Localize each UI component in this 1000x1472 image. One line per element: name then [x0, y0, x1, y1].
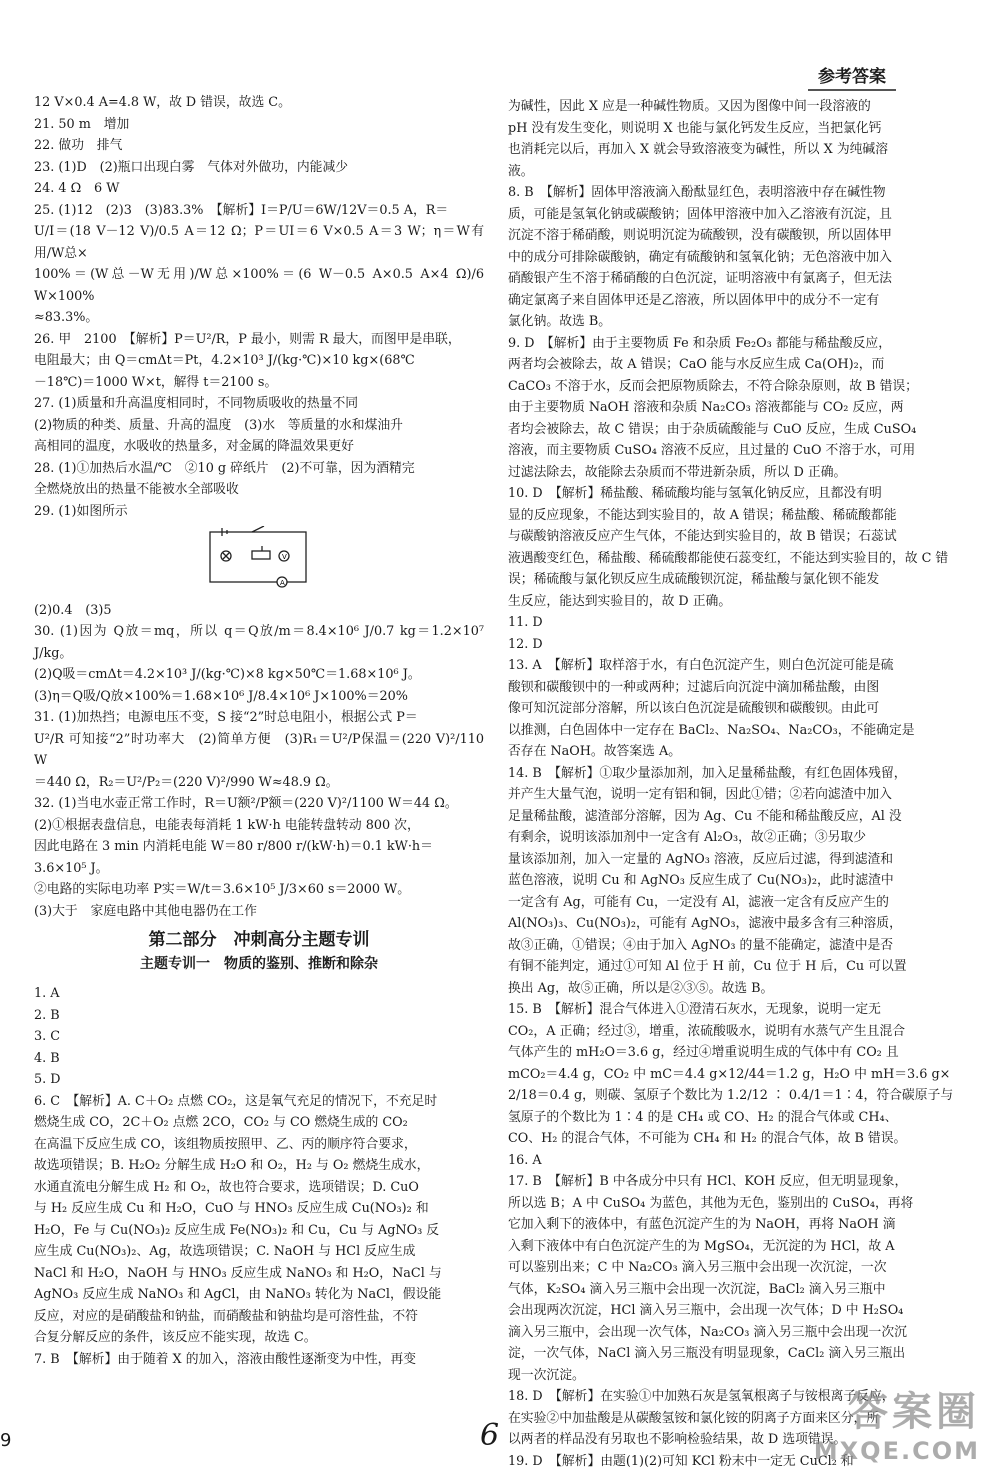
answer-line: mCO₂＝4.4 g，CO₂ 中 mC＝4.4 g×12/44＝1.2 g，H₂O 中 mH＝3.6 g×: [508, 1064, 958, 1086]
answer-line: CO、H₂ 的混合气体，不可能为 CH₄ 和 H₂ 的混合气体，故 B 错误。: [508, 1128, 958, 1150]
answer-line: 滴入另三瓶中，会出现一次气体，Na₂CO₃ 滴入另三瓶中会出现一次沉: [508, 1322, 958, 1344]
answer-line: 31. (1)加热挡；电源电压不变，S 接“2”时总电阻小，根据公式 P＝: [34, 707, 484, 729]
answer-line: 溶液，而主要物质 CuSO₄ 溶液不反应，且过量的 CuO 不溶于水，可用: [508, 440, 958, 462]
header-badge: 参考答案: [808, 60, 896, 91]
left-block-b: [34, 600, 484, 923]
left-column: [34, 92, 484, 1370]
part-title: 第二部分 冲刺高分主题专训: [34, 930, 484, 952]
answer-line: 它加入剩下的液体中，有蓝色沉淀产生的为 NaOH，再将 NaOH 滴: [508, 1214, 958, 1236]
answer-line: 像可知沉淀部分溶解，所以该白色沉淀是硫酸钡和碳酸钡。由此可: [508, 698, 958, 720]
answer-line: －18℃)＝1000 W×t，解得 t＝2100 s。: [34, 372, 484, 394]
answer-line: 高相同的温度，水吸收的热量多，对金属的降温效果更好: [34, 436, 484, 458]
answer-line: 2. B: [34, 1005, 484, 1027]
svg-text:A: A: [280, 579, 285, 587]
answer-line: 12 V×0.4 A=4.8 W，故 D 错误，故选 C。: [34, 92, 484, 114]
answer-line: 应生成 Cu(NO₃)₂、Ag，故选项错误；C. NaOH 与 HCl 反应生成: [34, 1241, 484, 1263]
answer-line: 生反应，能达到实验目的，故 D 正确。: [508, 591, 958, 613]
answer-line: 7. B 【解析】由于随着 X 的加入，溶液由酸性逐渐变为中性，再变: [34, 1349, 484, 1371]
answer-line: 所以选 B；A 中 CuSO₄ 为蓝色，其他为无色，鉴别出的 CuSO₄，再将: [508, 1193, 958, 1215]
answer-line: ＝440 Ω，R₂＝U²/P₂＝(220 V)²/990 W≈48.9 Ω。: [34, 772, 484, 794]
answer-line: 4. B: [34, 1048, 484, 1070]
answer-line: 16. A: [508, 1150, 958, 1172]
answer-line: U/I＝(18 V－12 V)/0.5 A＝12 Ω；P＝UI＝6 V×0.5 A＝3 W；η＝W有用/W总×: [34, 221, 484, 264]
answer-line: 确定氯离子来自固体甲还是乙溶液，所以固体甲中的成分不一定有: [508, 290, 958, 312]
answer-line: 量该添加剂，加入一定量的 AgNO₃ 溶液，反应后过滤，得到滤渣和: [508, 849, 958, 871]
answer-line: 液遇酸变红色，稀盐酸、稀硫酸都能使石蕊变红，不能达到实验目的，故 C 错: [508, 548, 958, 570]
answer-line: 沉淀不溶于稀硝酸，则说明沉淀为硫酸钡，没有碳酸钡，所以固体甲: [508, 225, 958, 247]
circuit-diagram: [204, 526, 314, 588]
answer-line: 有剩余，说明该添加剂中一定含有 Al₂O₃，故②正确；③另取少: [508, 827, 958, 849]
answer-line: 30. (1)因为 Q放＝mq，所以 q＝Q放/m＝8.4×10⁶ J/0.7 kg＝1.2×10⁷ J/kg。: [34, 621, 484, 664]
answer-line: 8. B 【解析】固体甲溶液滴入酚酞显红色，表明溶液中存在碱性物: [508, 182, 958, 204]
answer-line: 故③正确，①错误；④由于加入 AgNO₃ 的量不能确定，滤渣中是否: [508, 935, 958, 957]
watermark-logo: 答案圈: [814, 1380, 980, 1437]
answer-line: 有铜不能判定，通过①可知 Al 位于 H 前，Cu 位于 H 后，Cu 可以置: [508, 956, 958, 978]
answer-line: (3)大于 家庭电路中其他电器仍在工作: [34, 901, 484, 923]
answer-line: ≈83.3%。: [34, 307, 484, 329]
answer-line: 14. B 【解析】①取少量添加剂，加入足量稀盐酸，有红色固体残留，: [508, 763, 958, 785]
answer-line: 足量稀盐酸，滤渣部分溶解，因为 Ag、Cu 不能和稀盐酸反应，Al 没: [508, 806, 958, 828]
answer-line: 10. D 【解析】稀盐酸、稀硫酸均能与氢氧化钠反应，且都没有明: [508, 483, 958, 505]
answer-line: 过滤法除去，故能除去杂质而不带进新杂质，所以 D 正确。: [508, 462, 958, 484]
answer-line: 电阻最大；由 Q＝cmΔt＝Pt，4.2×10³ J/(kg·℃)×10 kg×(68℃: [34, 350, 484, 372]
answer-line: 否存在 NaOH。故答案选 A。: [508, 741, 958, 763]
answer-line: 以推测，白色固体中一定存在 BaCl₂、Na₂SO₄、Na₂CO₃，不能确定是: [508, 720, 958, 742]
answer-line: 者均会被除去，故 C 错误；由于杂质硫酸能与 CuO 反应，生成 CuSO₄: [508, 419, 958, 441]
answer-line: 28. (1)①加热后水温/℃ ②10 g 碎纸片 (2)不可靠，因为酒精完: [34, 458, 484, 480]
answer-line: 22. 做功 排气: [34, 135, 484, 157]
answer-line: ②电路的实际电功率 P实＝W/t＝3.6×10⁵ J/3×60 s＝2000 W。: [34, 879, 484, 901]
answer-line: 12. D: [508, 634, 958, 656]
answer-line: 故选项错误；B. H₂O₂ 分解生成 H₂O 和 O₂，H₂ 与 O₂ 燃烧生成水，: [34, 1155, 484, 1177]
answer-line: (3)η＝Q吸/Q放×100%＝1.68×10⁶ J/8.4×10⁶ J×100%＝20%: [34, 686, 484, 708]
answer-line: 27. (1)质量和升高温度相同时，不同物质吸收的热量不同: [34, 393, 484, 415]
answer-line: 18. D 【解析】在实验①中加熟石灰是氢氧根离子与铵根离子反应，: [508, 1386, 958, 1408]
answer-line: 在高温下反应生成 CO，该组物质按照甲、乙、丙的顺序符合要求，: [34, 1134, 484, 1156]
answer-line: 误；稀硫酸与氯化钡反应生成硫酸钡沉淀，稀盐酸与氯化钡不能发: [508, 569, 958, 591]
answer-line: 全燃烧放出的热量不能被水全部吸收: [34, 479, 484, 501]
answer-line: 显的反应现象，不能达到实验目的，故 A 错误；稀盐酸、稀硫酸都能: [508, 505, 958, 527]
right-column: [508, 96, 958, 1472]
page-number: 9: [0, 1430, 11, 1451]
answer-line: 100%＝(W总－W无用)/W总×100%＝(6 W－0.5 A×0.5 A×4 Ω)/6 W×100%: [34, 264, 484, 307]
answer-line: 9. D 【解析】由于主要物质 Fe 和杂质 Fe₂O₃ 都能与稀盐酸反应，: [508, 333, 958, 355]
answer-line: 换出 Ag，故⑤正确，所以是②③⑤。故选 B。: [508, 978, 958, 1000]
sub-title: 主题专训一 物质的鉴别、推断和除杂: [34, 954, 484, 976]
answer-line: 13. A 【解析】取样溶于水，有白色沉淀产生，则白色沉淀可能是硫: [508, 655, 958, 677]
answer-line: 26. 甲 2100 【解析】P＝U²/R，P 最小，则需 R 最大，而图甲是串联，: [34, 329, 484, 351]
answer-line: 6. C 【解析】A. C＋O₂ 点燃 CO₂，这是氧气充足的情况下，不充足时: [34, 1091, 484, 1113]
answer-line: 硝酸银产生不溶于稀硝酸的白色沉淀，证明溶液中有氯离子，但无法: [508, 268, 958, 290]
answer-line: 合复分解反应的条件，该反应不能实现，故选 C。: [34, 1327, 484, 1349]
answer-line: 氢原子的个数比为 1∶4 的是 CH₄ 或 CO、H₂ 的混合气体或 CH₄、: [508, 1107, 958, 1129]
answer-line: (2)0.4 (3)5: [34, 600, 484, 622]
answer-line: 17. B 【解析】B 中各成分中只有 HCl、KOH 反应，但无明显现象，: [508, 1171, 958, 1193]
answer-line: 会出现两次沉淀，HCl 滴入另三瓶中，会出现一次气体；D 中 H₂SO₄: [508, 1300, 958, 1322]
answer-line: CaCO₃ 不溶于水，反而会把原物质除去，不符合除杂原则，故 B 错误；: [508, 376, 958, 398]
answer-line: 两者均会被除去，故 A 错误；CaO 能与水反应生成 Ca(OH)₂，而: [508, 354, 958, 376]
answer-line: AgNO₃ 反应生成 NaNO₃ 和 AgCl，由 NaNO₃ 转化为 NaCl，假设能: [34, 1284, 484, 1306]
answer-line: 入剩下液体中有白色沉淀产生的为 MgSO₄，无沉淀的为 HCl，故 A: [508, 1236, 958, 1258]
answer-line: 以两者的样品没有另取也不影响检验结果，故 D 选项错误。: [508, 1429, 958, 1451]
answer-line: 在实验②中加盐酸是从碳酸氢铵和氯化铵的阴离子方面来区分，所: [508, 1408, 958, 1430]
answer-line: 1. A: [34, 983, 484, 1005]
answer-line: 蓝色溶液，说明 Cu 和 AgNO₃ 反应生成了 Cu(NO₃)₂，此时滤渣中: [508, 870, 958, 892]
watermark-url: MXQE.COM: [814, 1437, 980, 1465]
answer-line: 氯化钠。故选 B。: [508, 311, 958, 333]
answer-line: 29. (1)如图所示: [34, 501, 484, 523]
answer-line: 与碳酸钠溶液反应产生气体，不能达到实验目的，故 B 错误；石蕊试: [508, 526, 958, 548]
left-block-a: [34, 92, 484, 522]
answer-line: 燃烧生成 CO，2C＋O₂ 点燃 2CO，CO₂ 与 CO 燃烧生成的 CO₂: [34, 1112, 484, 1134]
answer-line: 2/18＝0.4 g，则碳、氢原子个数比为 1.2/12 ∶ 0.4/1＝1∶4，符合碳原子与: [508, 1085, 958, 1107]
svg-text:V: V: [282, 553, 287, 561]
answer-line: U²/R 可知接“2”时功率大 (2)简单方便 (3)R₁＝U²/P保温＝(220 V)²/110 W: [34, 729, 484, 772]
answer-line: 因此电路在 3 min 内消耗电能 W＝80 r/800 r/(kW·h)＝0.1 kW·h＝: [34, 836, 484, 858]
answer-line: pH 没有发生变化，则说明 X 也能与氯化钙发生反应，当把氯化钙: [508, 118, 958, 140]
answer-line: 19. D 【解析】由题(1)(2)可知 KCl 粉末中一定无 CuCl₂ 和: [508, 1451, 958, 1472]
answer-line: 反应，对应的是硝酸盐和钠盐，而硝酸盐和钠盐均是可溶性盐，不符: [34, 1306, 484, 1328]
answer-line: 酸钡和碳酸钡中的一种或两种；过滤后向沉淀中滴加稀盐酸，由图: [508, 677, 958, 699]
answer-line: 现一次沉淀。: [508, 1365, 958, 1387]
answer-line: 3.6×10⁵ J。: [34, 858, 484, 880]
answer-line: 由于主要物质 NaOH 溶液和杂质 Na₂CO₃ 溶液都能与 CO₂ 反应，两: [508, 397, 958, 419]
answer-line: 气体，K₂SO₄ 滴入另三瓶中会出现一次沉淀，BaCl₂ 滴入另三瓶中: [508, 1279, 958, 1301]
answer-line: 并产生大量气泡，说明一定有铝和铜，因此①错；②若向滤渣中加入: [508, 784, 958, 806]
answer-line: Al(NO₃)₃、Cu(NO₃)₂，可能有 AgNO₃，滤液中最多含有三种溶质，: [508, 913, 958, 935]
handwritten-number: 6: [480, 1418, 499, 1453]
answer-line: 32. (1)当电水壶正常工作时，R＝U额²/P额＝(220 V)²/1100 W＝44 Ω。: [34, 793, 484, 815]
answer-line: 中的成分可排除碳酸钠，确定有硫酸钠和氢氧化钠；无色溶液中加入: [508, 247, 958, 269]
answer-line: (2)①根据表盘信息，电能表每消耗 1 kW·h 电能转盘转动 800 次，: [34, 815, 484, 837]
answer-line: 11. D: [508, 612, 958, 634]
answer-line: 也消耗完以后，再加入 X 就会导致溶液变为碱性，所以 X 为纯碱溶: [508, 139, 958, 161]
answer-line: NaCl 和 H₂O，NaOH 与 HNO₃ 反应生成 NaNO₃ 和 H₂O，NaCl 与: [34, 1263, 484, 1285]
answer-line: H₂O，Fe 与 Cu(NO₃)₂ 反应生成 Fe(NO₃)₂ 和 Cu，Cu 与 AgNO₃ 反: [34, 1220, 484, 1242]
answer-line: 气体产生的 mH₂O＝3.6 g，经过④增重说明生成的气体中有 CO₂ 且: [508, 1042, 958, 1064]
answer-line: (2)物质的种类、质量、升高的温度 (3)水 等质量的水和煤油升: [34, 415, 484, 437]
right-block: [508, 96, 958, 1472]
answer-line: 液。: [508, 161, 958, 183]
answer-line: (2)Q吸＝cmΔt＝4.2×10³ J/(kg·℃)×8 kg×50℃＝1.68×10⁶ J。: [34, 664, 484, 686]
answer-line: 一定含有 Ag，可能有 Cu，一定没有 Al，滤液一定含有反应产生的: [508, 892, 958, 914]
answer-line: 15. B 【解析】混合气体进入①澄清石灰水，无现象，说明一定无: [508, 999, 958, 1021]
answer-line: 21. 50 m 增加: [34, 114, 484, 136]
answer-line: 与 H₂ 反应生成 Cu 和 H₂O，CuO 与 HNO₃ 反应生成 Cu(NO₃)₂ 和: [34, 1198, 484, 1220]
answer-line: 淀，一次气体，NaCl 滴入另三瓶没有明显现象，CaCl₂ 滴入另三瓶出: [508, 1343, 958, 1365]
answer-line: 24. 4 Ω 6 W: [34, 178, 484, 200]
answer-line: 25. (1)12 (2)3 (3)83.3% 【解析】I＝P/U＝6W/12V＝0.5 A，R＝: [34, 200, 484, 222]
left-block-c: [34, 983, 484, 1370]
answer-line: 5. D: [34, 1069, 484, 1091]
answer-line: 23. (1)D (2)瓶口出现白雾 气体对外做功，内能减少: [34, 157, 484, 179]
answer-line: 质，可能是氢氧化钠或碳酸钠；固体甲溶液中加入乙溶液有沉淀，且: [508, 204, 958, 226]
answer-line: 可以鉴别出来；C 中 Na₂CO₃ 滴入另三瓶中会出现一次沉淀，一次: [508, 1257, 958, 1279]
answer-line: CO₂，A 正确；经过③，增重，浓硫酸吸水，说明有水蒸气产生且混合: [508, 1021, 958, 1043]
answer-line: 水通直流电分解生成 H₂ 和 O₂，故也符合要求，选项错误；D. CuO: [34, 1177, 484, 1199]
answer-line: 为碱性，因此 X 应是一种碱性物质。又因为图像中间一段溶液的: [508, 96, 958, 118]
answer-line: 3. C: [34, 1026, 484, 1048]
watermark: [814, 1380, 980, 1465]
